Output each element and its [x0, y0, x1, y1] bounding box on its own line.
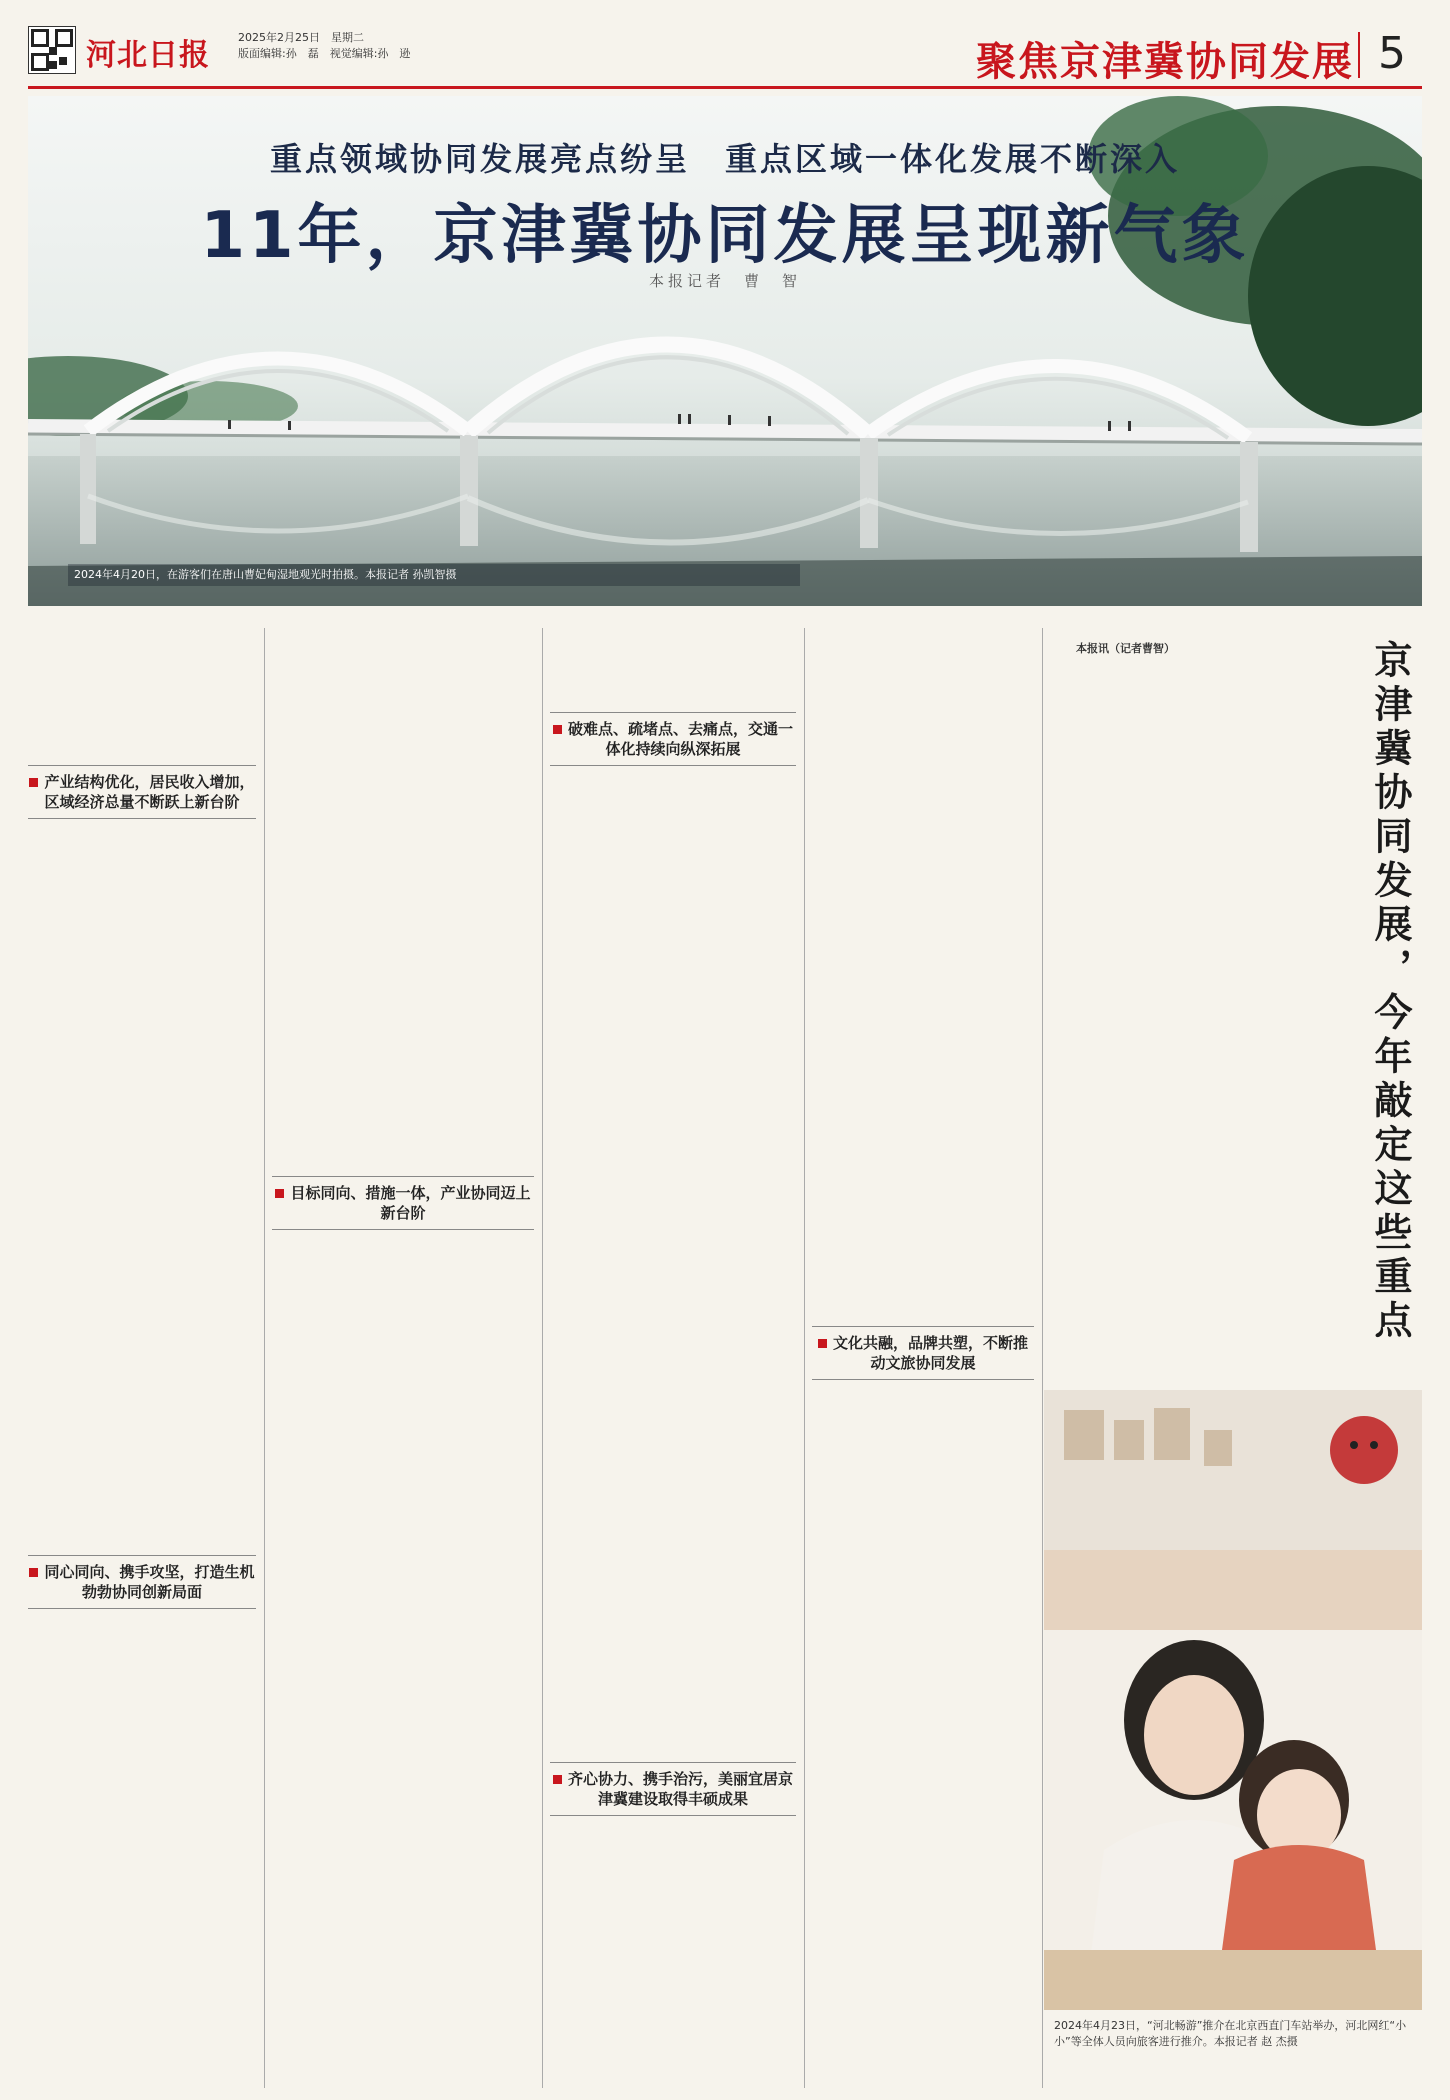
headline: 11年，京津冀协同发展呈现新气象	[200, 199, 1250, 273]
editors: 版面编辑:孙 磊 视觉编辑:孙 逊	[238, 47, 411, 60]
square-bullet-icon	[553, 1775, 562, 1784]
sidebar-title: 京津冀协同发展，今年敲定这些重点	[1368, 640, 1412, 1344]
article-column-1	[28, 628, 256, 1617]
photo-caption: 2024年4月23日，“河北畅游”推介在北京西直门车站举办，河北网红“小小”等全体人员向旅客进行推介。本报记者 赵 杰摄	[1054, 2019, 1407, 2048]
section-heading	[272, 1176, 534, 1230]
column-divider	[542, 628, 543, 2088]
newspaper-logo: 河北日报	[86, 38, 210, 73]
mother-child-photo	[1044, 1390, 1422, 2010]
article-column-3	[550, 628, 796, 1824]
article-column-4	[812, 628, 1034, 1388]
body-text	[28, 628, 256, 645]
square-bullet-icon	[29, 778, 38, 787]
body-text-block	[812, 628, 1034, 1318]
section-heading	[812, 1326, 1034, 1380]
sidebar-lead	[1054, 640, 1344, 657]
sidebar-dateline: 本报讯（记者曹智）	[1076, 642, 1175, 655]
issue-date: 2025年2月25日 星期二	[238, 31, 364, 44]
body-text-block	[28, 647, 256, 757]
column-divider	[1042, 628, 1043, 2088]
section-heading-text: 目标同向、措施一体，产业协同迈上新台阶	[290, 1184, 531, 1222]
article-column-2	[272, 628, 534, 1238]
square-bullet-icon	[818, 1339, 827, 1348]
family-photo	[1044, 1390, 1422, 2010]
column-divider	[804, 628, 805, 2088]
section-heading	[28, 765, 256, 819]
column-divider	[264, 628, 265, 2088]
page-number: 5	[1378, 28, 1406, 79]
square-bullet-icon	[29, 1568, 38, 1577]
section-heading-text: 产业结构优化，居民收入增加，区域经济总量不断跃上新台阶	[44, 773, 255, 811]
section-heading	[550, 1762, 796, 1816]
section-heading-text: 同心同向、携手攻坚，打造生机勃勃协同创新局面	[44, 1563, 255, 1601]
page-divider	[1358, 32, 1360, 78]
section-heading-text: 破难点、疏堵点、去痛点，交通一体化持续向纵深拓展	[567, 720, 793, 758]
section-heading	[28, 1555, 256, 1609]
section-title: 聚焦京津冀协同发展	[976, 39, 1354, 85]
byline: 本报记者 曹 智	[648, 272, 801, 290]
section-heading-text: 文化共融，品牌共塑，不断推动文旅协同发展	[832, 1334, 1028, 1372]
section-heading	[550, 712, 796, 766]
subheadline: 重点领域协同发展亮点纷呈 重点区域一体化发展不断深入	[269, 140, 1180, 178]
qr-code-icon	[28, 26, 76, 74]
masthead	[0, 0, 1450, 88]
hero-caption: 2024年4月20日，在游客们在唐山曹妃甸湿地观光时拍摄。本报记者 孙凯智摄	[68, 564, 800, 586]
sidebar-story	[1054, 640, 1344, 659]
square-bullet-icon	[275, 1189, 284, 1198]
issue-meta	[238, 30, 410, 62]
hero-photo	[28, 96, 1422, 606]
body-text-block	[550, 774, 796, 1754]
section-heading-text: 齐心协力、携手治污，美丽宜居京津冀建设取得丰硕成果	[567, 1770, 793, 1808]
body-text-block	[272, 628, 534, 1168]
square-bullet-icon	[553, 725, 562, 734]
body-text-block	[550, 628, 796, 704]
body-text-block	[28, 827, 256, 1547]
masthead-rule	[28, 86, 1422, 89]
